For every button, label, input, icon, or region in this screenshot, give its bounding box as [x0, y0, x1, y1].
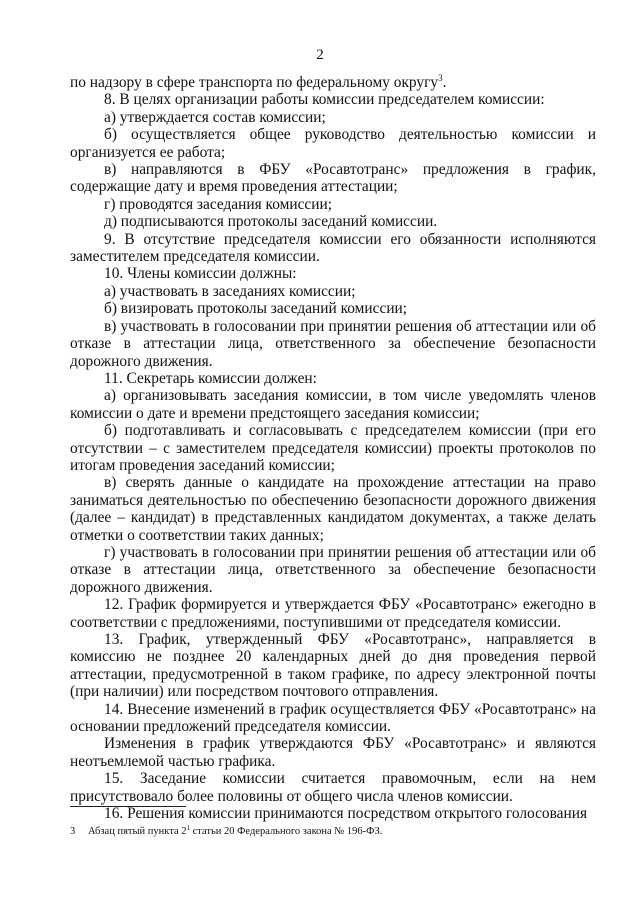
paragraph-continuation: по надзору в сфере транспорта по федеральному округу$^3$.	[70, 73, 447, 91]
clause-10-a: а) участвовать в заседаниях комиссии;	[104, 282, 356, 300]
footnote-ref: 3	[438, 73, 443, 83]
clause-8-g: г) проводятся заседания комиссии;	[104, 195, 333, 213]
clause-15: 15. Заседание комиссии считается правомочным, если на нем присутствовало более половины от общего числа членов комиссии.	[70, 770, 596, 805]
footnote-text-before: Абзац пятый пункта 2	[88, 826, 187, 837]
clause-11-v: в) сверять данные о кандидате на прохождение аттестации на право заниматься деятельностью по обеспечению безопасности дорожного движения (далее – кандидат) в представленных кандидатом документах, а также делать отметки о соответствии таких данных;	[70, 474, 596, 544]
clause-8-v: в) направляются в ФБУ «Росавтотранс» предложения в график, содержащие дату и время проведения аттестации;	[70, 161, 596, 196]
clause-11: 11. Секретарь комиссии должен:	[104, 369, 317, 387]
clause-11-b: б) подготавливать и согласовывать с председателем комиссии (при его отсутствии – с заместителем председателя комиссии) проекты протоколов по итогам проведения заседаний комиссии;	[70, 422, 596, 474]
clause-10-b: б) визировать протоколы заседаний комиссии;	[104, 300, 408, 318]
clause-14-amendments: Изменения в график утверждаются ФБУ «Росавтотранс» и являются неотъемлемой частью графика.	[70, 735, 596, 770]
clause-8-b: б) осуществляется общее руководство деятельностью комиссии и организуется ее работа;	[70, 126, 596, 161]
clause-12: 12. График формируется и утверждается ФБУ «Росавтотранс» ежегодно в соответствии с предложениями, поступившими от председателя комиссии.	[70, 596, 596, 631]
clause-8-a: а) утверждается состав комиссии;	[104, 108, 326, 126]
clause-16: 16. Решения комиссии принимаются посредством открытого голосования	[104, 805, 588, 823]
clause-8: 8. В целях организации работы комиссии председателем комиссии:	[104, 91, 545, 109]
document-body	[70, 74, 596, 822]
footnote	[70, 826, 596, 838]
clause-13: 13. График, утвержденный ФБУ «Росавтотранс», направляется в комиссию не позднее 20 календарных дней до дня проведения первой аттестации, предусмотренной в таком графике, по адресу электронной почты (при наличии) или посредством почтового отправления.	[70, 631, 596, 701]
clause-10-v: в) участвовать в голосовании при принятии решения об аттестации или об отказе в аттестации лица, ответственного за обеспечение безопасности дорожного движения.	[70, 317, 596, 370]
footnote-text-after: статьи 20 Федерального закона № 196-ФЗ.	[189, 826, 383, 837]
page-number: 2	[316, 47, 324, 63]
footnote-number: 3	[70, 826, 76, 837]
clause-8-d: д) подписываются протоколы заседаний комиссии.	[104, 213, 438, 231]
footnote-separator	[70, 806, 186, 807]
clause-9: 9. В отсутствие председателя комиссии его обязанности исполняются заместителем председателя комиссии.	[70, 230, 596, 266]
footnote-sup: 1	[186, 824, 190, 832]
clause-11-g: г) участвовать в голосовании при принятии решения об аттестации или об отказе в аттестации лица, ответственного за обеспечение безопасности дорожного движения.	[70, 543, 596, 596]
clause-14: 14. Внесение изменений в график осуществляется ФБУ «Росавтотранс» на основании предложений председателя комиссии.	[70, 700, 596, 736]
clause-10: 10. Члены комиссии должны:	[104, 265, 297, 283]
clause-11-a: а) организовывать заседания комиссии, в том числе уведомлять членов комиссии о дате и времени предстоящего заседания комиссии;	[70, 387, 596, 422]
